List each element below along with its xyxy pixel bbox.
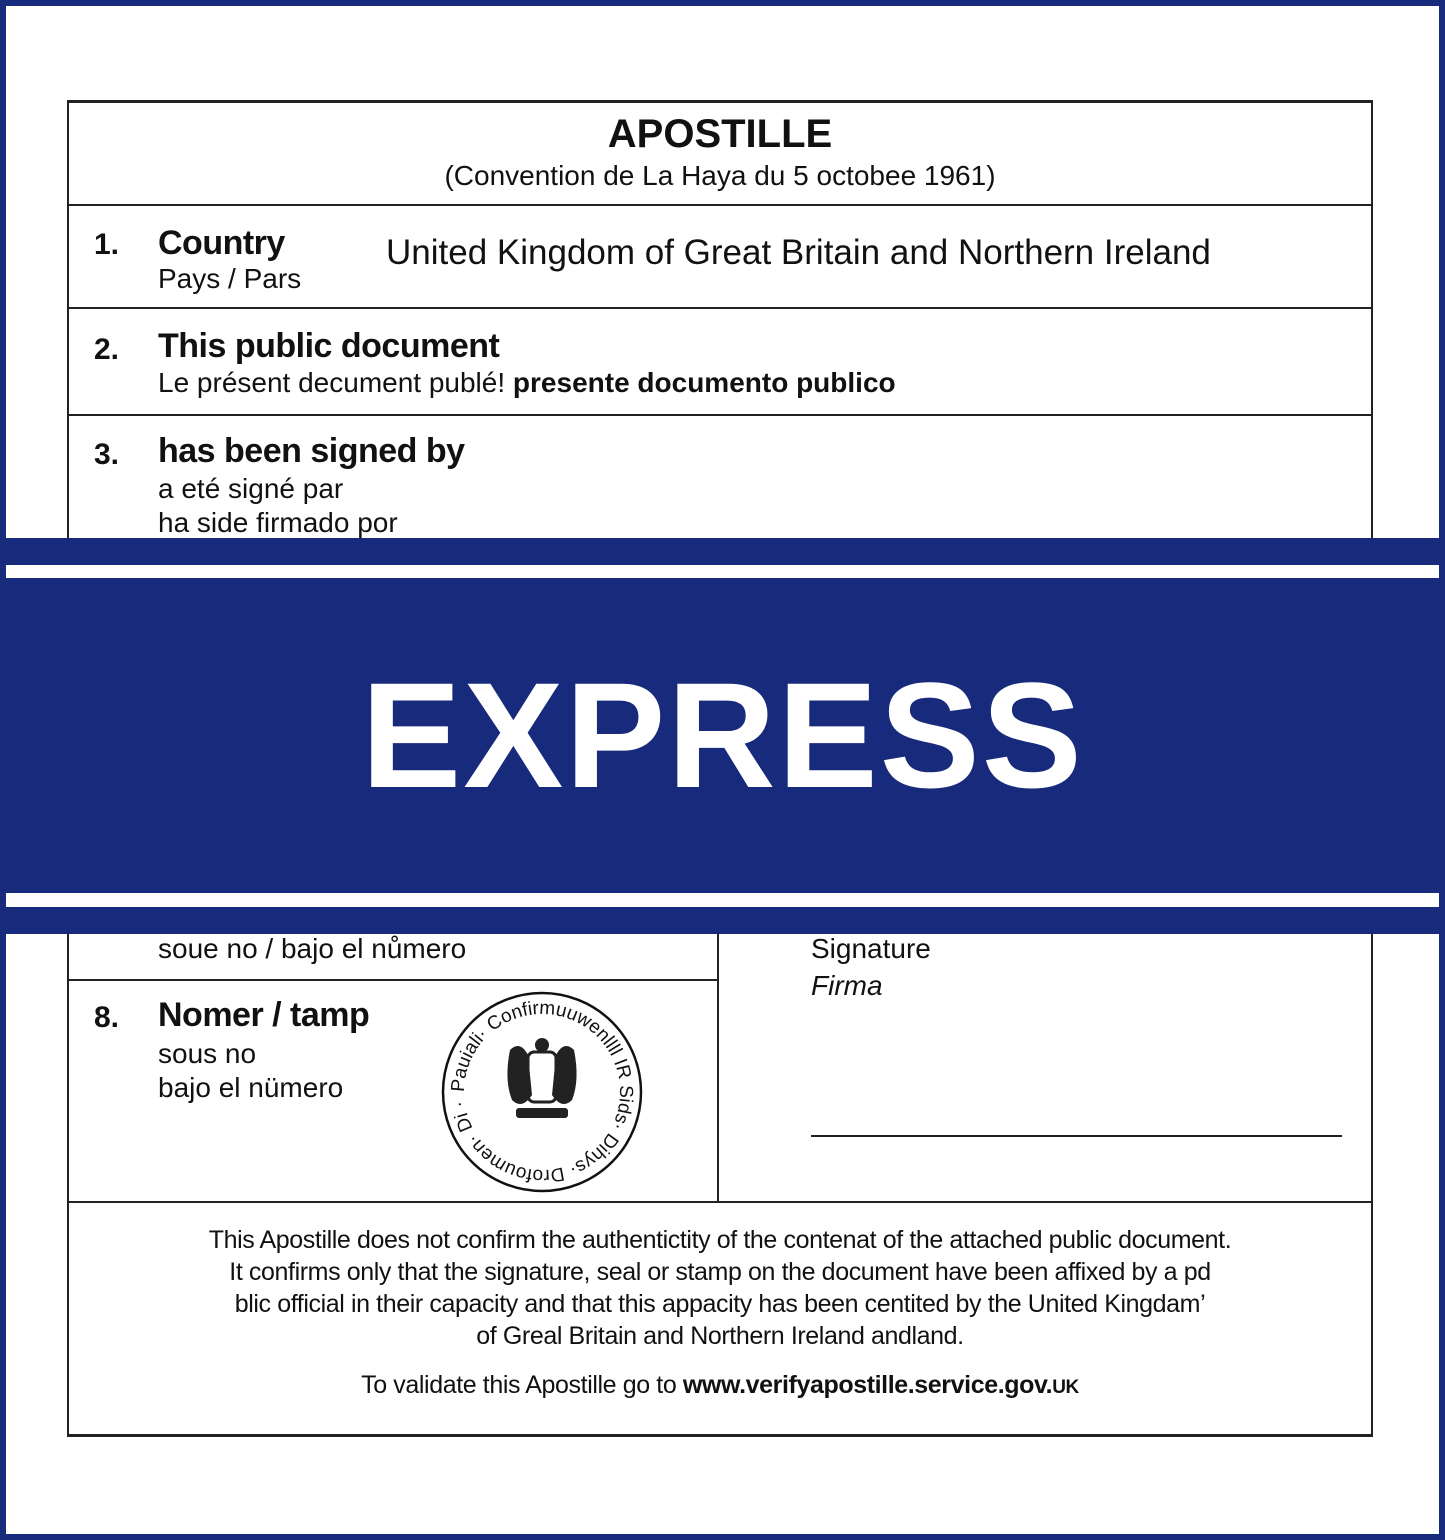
field-number: 1. bbox=[94, 228, 120, 261]
field-number: 3. bbox=[94, 438, 120, 471]
signed-by-es: ha side firmado por bbox=[158, 507, 398, 538]
divider bbox=[67, 979, 719, 981]
signature-label: Signature bbox=[811, 933, 931, 964]
official-seal-stamp bbox=[440, 990, 644, 1194]
verify-url-tld[interactable]: UK bbox=[1052, 1377, 1079, 1398]
validate-prefix: To validate this Apostille go to bbox=[361, 1371, 683, 1399]
signature-label-es: Firma bbox=[811, 970, 883, 1001]
express-banner: EXPRESS bbox=[0, 578, 1445, 893]
sub-es: presente documento publico bbox=[512, 367, 896, 398]
divider bbox=[67, 1201, 1373, 1203]
sub-fr: Le présent decument publé! bbox=[158, 367, 506, 398]
column-divider bbox=[717, 934, 719, 1202]
divider bbox=[67, 1434, 1373, 1437]
public-document-sub bbox=[158, 367, 896, 399]
field-number: 2. bbox=[94, 333, 120, 366]
field-number: 8. bbox=[94, 1001, 120, 1034]
validate-line bbox=[67, 1371, 1373, 1400]
disclaimer-line: It confirms only that the signature, seal or stamp on the document have been affixed by a pd bbox=[229, 1258, 1211, 1286]
divider bbox=[67, 414, 1373, 416]
document-title: APOSTILLE bbox=[607, 112, 833, 156]
signed-by-fr: a eté signé par bbox=[158, 473, 344, 504]
country-label: Country bbox=[158, 224, 285, 262]
disclaimer-line: blic official in their capacity and that this appacity has been centited by the United Kingdam’ bbox=[234, 1290, 1206, 1318]
navy-band bbox=[0, 907, 1445, 934]
country-label-fr: Pays / Pars bbox=[158, 263, 302, 294]
number-label-partial: soue no / bajo el nůmero bbox=[158, 933, 467, 964]
divider bbox=[67, 204, 1373, 206]
public-document-label: This public document bbox=[158, 327, 500, 365]
stamp-label-fr: sous no bbox=[158, 1038, 257, 1069]
stamp-label-es: bajo el nümero bbox=[158, 1072, 344, 1103]
country-value: United Kingdom of Great Britain and Northern Ireland bbox=[386, 233, 1211, 272]
seal-lettering: Pauiali· Confirmuuwenllll IR Sids· Dihys· Drofoumen· Di · bbox=[447, 997, 637, 1187]
divider bbox=[67, 100, 1373, 103]
verify-url-link[interactable]: www.verifyapostille.service.gov. bbox=[682, 1371, 1053, 1399]
divider bbox=[67, 307, 1373, 309]
document-subtitle: (Convention de La Haya du 5 octobee 1961) bbox=[444, 160, 996, 191]
disclaimer-line: This Apostille does not confirm the authentictity of the contenat of the attached public document. bbox=[208, 1226, 1232, 1254]
signature-line bbox=[811, 1135, 1342, 1137]
signed-by-label: has been signed by bbox=[158, 432, 465, 470]
stamp-label: Nomer / tamp bbox=[158, 996, 370, 1034]
disclaimer-line: of Greal Britain and Northern Ireland andland. bbox=[476, 1322, 964, 1350]
coat-of-arms-icon bbox=[507, 1038, 576, 1118]
navy-band bbox=[0, 538, 1445, 565]
